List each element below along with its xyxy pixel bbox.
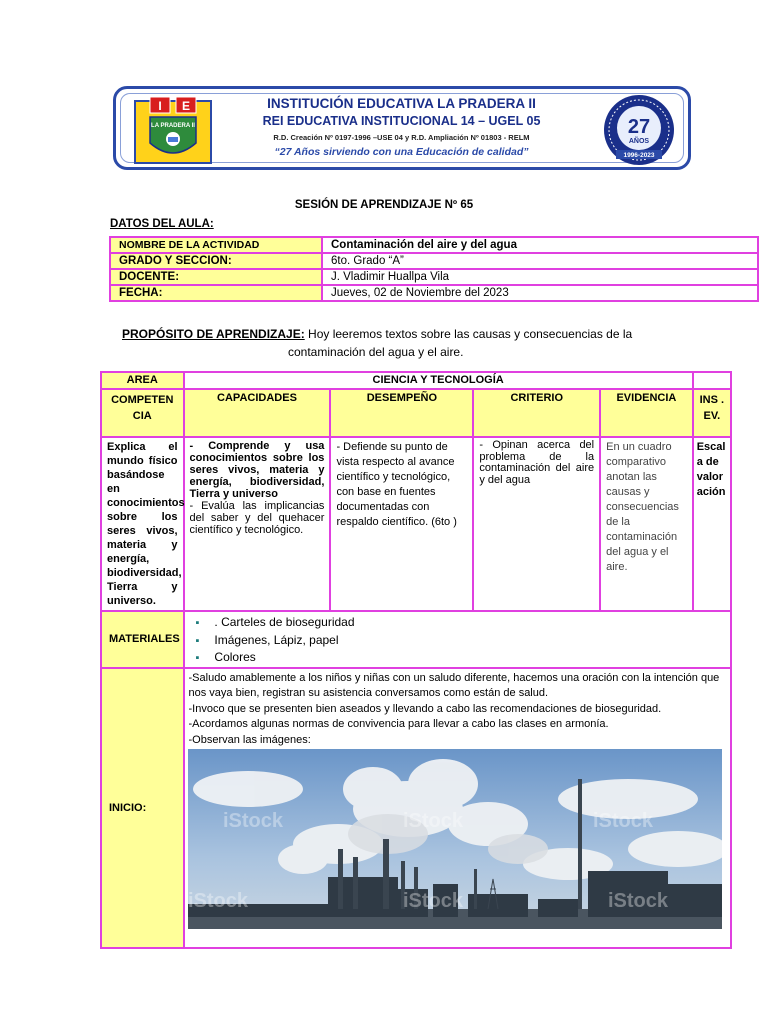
watermark: iStock [222, 810, 283, 832]
datos-value: Jueves, 02 de Noviembre del 2023 [322, 285, 758, 301]
proposito [122, 325, 682, 361]
school-shield-logo [132, 95, 214, 165]
school-banner [113, 86, 691, 170]
inicio-paragraph: -Observan las imágenes: [188, 733, 311, 746]
svg-text:E: E [181, 99, 191, 113]
watermark: iStock [607, 890, 668, 912]
inicio-row [101, 668, 731, 948]
materiales-list [190, 614, 725, 667]
content-row [101, 437, 731, 611]
materiales-label: MATERIALES [101, 611, 184, 668]
capacidad-1: - Comprende y usa conocimientos sobre los seres vivos, materia y energía, biodiversidad, Tierra y universo [189, 440, 325, 500]
watermark: iStock [402, 810, 463, 832]
svg-text:I: I [158, 99, 162, 113]
header-row [101, 389, 731, 437]
area-label: AREA [101, 372, 184, 389]
materiales-item: ▪ . Carteles de bioseguridad [218, 614, 725, 632]
header-desempeno: DESEMPEÑO [330, 389, 473, 437]
banner-title: INSTITUCIÓN EDUCATIVA LA PRADERA II [267, 96, 536, 111]
datos-table [109, 236, 759, 302]
materiales-row [101, 611, 731, 668]
session-title: SESIÓN DE APRENDIZAJE Nº 65 [294, 199, 474, 211]
inicio-paragraph: -Acordamos algunas normas de convivencia para llevar a cabo las clases en armonía. [188, 718, 609, 730]
datos-label: DATOS DEL AULA: [110, 218, 214, 230]
watermark: iStock [402, 890, 463, 912]
capacidades-cell [184, 437, 331, 611]
area-empty-cell [693, 372, 731, 389]
watermark: iStock [187, 890, 248, 912]
evidencia-text: En un cuadro comparativo anotan las causas y consecuencias de la contaminación del agua y el aire. [600, 437, 693, 611]
datos-key: FECHA: [110, 285, 322, 301]
seal-word: AÑOS [628, 138, 650, 145]
datos-key: NOMBRE DE LA ACTIVIDAD [110, 237, 322, 253]
area-value: CIENCIA Y TECNOLOGÍA [184, 372, 693, 389]
materiales-cell [184, 611, 731, 668]
datos-value: Contaminación del aire y del agua [322, 237, 758, 253]
competencia-text: Explica el mundo físico basándose en conocimientos sobre los seres vivos, materia y energía, biodiversidad, Tierra y universo. [101, 437, 184, 611]
datos-row [110, 285, 758, 301]
header-ins-ev: INS . EV. [693, 389, 731, 437]
inicio-paragraph: -Saludo amablemente a los niños y niñas con un saludo diferente, hacemos una oración con la intención que nos vaya bien, registran su asistencia conversamos como están de salud. [188, 671, 720, 699]
datos-value: J. Vladimir Huallpa Vila [322, 269, 758, 285]
inicio-cell [184, 668, 731, 948]
materiales-item: ▪ Colores [218, 649, 725, 667]
banner-resolution: R.D. Creación Nº 0197-1996 –USE 04 y R.D. Ampliación Nº 01803 - RELM [273, 133, 530, 142]
proposito-label: PROPÓSITO DE APRENDIZAJE: [122, 327, 305, 341]
header-capacidades: CAPACIDADES [184, 389, 331, 437]
desempeno-text: - Defiende su punto de vista respecto al avance científico y tecnológico, con base en fuentes documentadas con respaldo científico. (6to ) [330, 437, 473, 611]
proposito-line2: contaminación del agua y el aire. [288, 345, 464, 359]
banner-quote: “27 Años sirviendo con una Educación de calidad” [274, 146, 529, 158]
instrumento-text: Escala de valoración [693, 437, 731, 611]
proposito-line1: Hoy leeremos textos sobre las causas y consecuencias de la [304, 327, 633, 341]
datos-row [110, 237, 758, 253]
datos-value: 6to. Grado “A” [322, 253, 758, 269]
inicio-paragraph: -Invoco que se presenten bien aseados y llevando a cabo las recomendaciones de bioseguridad. [188, 702, 662, 715]
session-table [100, 371, 732, 949]
inicio-label: INICIO: [101, 668, 184, 948]
anniversary-seal [602, 93, 676, 167]
header-criterio: CRITERIO [473, 389, 600, 437]
materiales-item: ▪ Imágenes, Lápiz, papel [218, 632, 725, 650]
seal-years: 1996-2023 [623, 152, 655, 159]
seal-number: 27 [627, 116, 651, 138]
datos-row [110, 269, 758, 285]
area-row [101, 372, 731, 389]
criterio-text: - Opinan acerca del problema de la contaminación del aire y del agua [473, 437, 600, 611]
header-evidencia: EVIDENCIA [600, 389, 693, 437]
header-competencia: COMPETEN CIA [101, 389, 184, 437]
svg-text:LA PRADERA II: LA PRADERA II [151, 123, 195, 129]
datos-row [110, 253, 758, 269]
factory-pollution-image [188, 749, 722, 929]
watermark: iStock [592, 810, 653, 832]
banner-subtitle: REI EDUCATIVA INSTITUCIONAL 14 – UGEL 05 [262, 114, 541, 128]
capacidad-2: - Evalúa las implicancias del saber y del quehacer científico y tecnológico. [189, 500, 325, 536]
datos-key: DOCENTE: [110, 269, 322, 285]
datos-key: GRADO Y SECCION: [110, 253, 322, 269]
